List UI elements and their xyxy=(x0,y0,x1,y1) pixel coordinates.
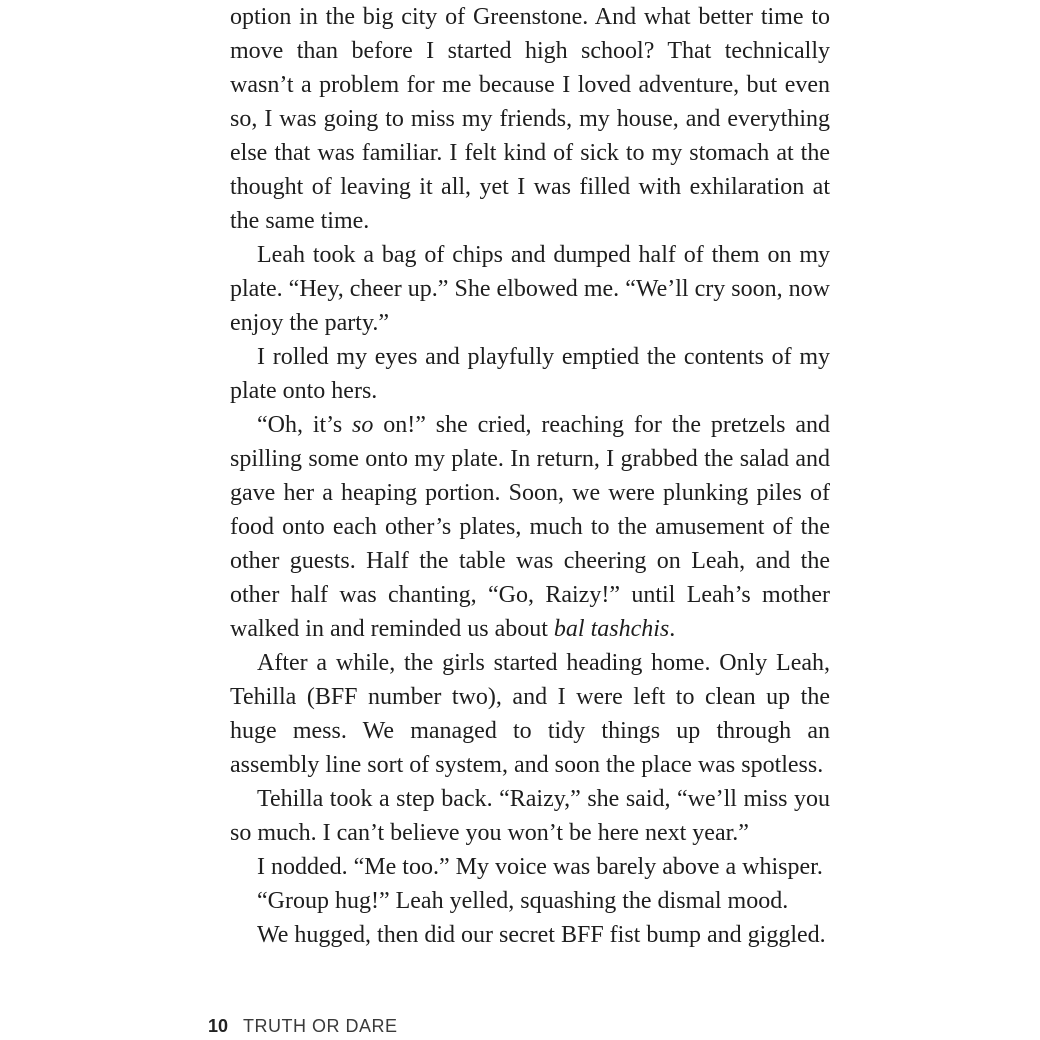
paragraph-text: I rolled my eyes and playfully emptied the contents of my plate onto hers. xyxy=(230,344,830,404)
paragraph xyxy=(230,918,830,952)
paragraph-text: “Oh, it’s xyxy=(257,412,353,438)
paragraph-text: Leah took a bag of chips and dumped half of them on my plate. “Hey, cheer up.” She elbowed me. “We’ll cry soon, now enjoy the party.” xyxy=(230,242,830,336)
italic-text: bal tashchis xyxy=(553,616,670,642)
paragraph xyxy=(230,238,830,340)
running-title: TRUTH OR DARE xyxy=(243,1016,398,1036)
paragraph-text: on!” she cried, reaching for the pretzels and spilling some onto my plate. In return, I grabbed the salad and gave her a heaping portion. Soon, we were plunking piles of food onto each other’s plates, much to the amusement of the other guests. Half the table was cheering on Leah, and the other half was chanting, “Go, Raizy!” until Leah’s mother walked in and reminded us about xyxy=(230,412,830,642)
page-number: 10 xyxy=(208,1016,229,1036)
paragraph-text: We hugged, then did our secret BFF fist bump and giggled. xyxy=(257,922,826,948)
paragraph-text: Tehilla took a step back. “Raizy,” she said, “we’ll miss you so much. I can’t believe you won’t be here next year.” xyxy=(230,786,830,846)
paragraph xyxy=(230,850,830,884)
italic-text: so xyxy=(352,412,374,438)
paragraph xyxy=(230,884,830,918)
body-text xyxy=(230,0,830,952)
paragraph-text: . xyxy=(669,616,676,642)
paragraph xyxy=(230,646,830,782)
paragraph xyxy=(230,782,830,850)
paragraph-text: “Group hug!” Leah yelled, squashing the dismal mood. xyxy=(257,888,789,914)
paragraph xyxy=(230,340,830,408)
page-footer xyxy=(208,1015,398,1037)
paragraph-text: option in the big city of Greenstone. And what better time to move than before I started high school? That technically wasn’t a problem for me because I loved adventure, but even so, I was going to miss my friends, my house, and everything else that was familiar. I felt kind of sick to my stomach at the thought of leaving it all, yet I was filled with exhilaration at the same time. xyxy=(230,4,830,234)
paragraph-text: After a while, the girls started heading home. Only Leah, Tehilla (BFF number two), and I were left to clean up the huge mess. We managed to tidy things up through an assembly line sort of system, and soon the place was spotless. xyxy=(230,650,830,778)
paragraph xyxy=(230,408,830,646)
paragraph-text: I nodded. “Me too.” My voice was barely above a whisper. xyxy=(257,854,823,880)
paragraph xyxy=(230,0,830,238)
